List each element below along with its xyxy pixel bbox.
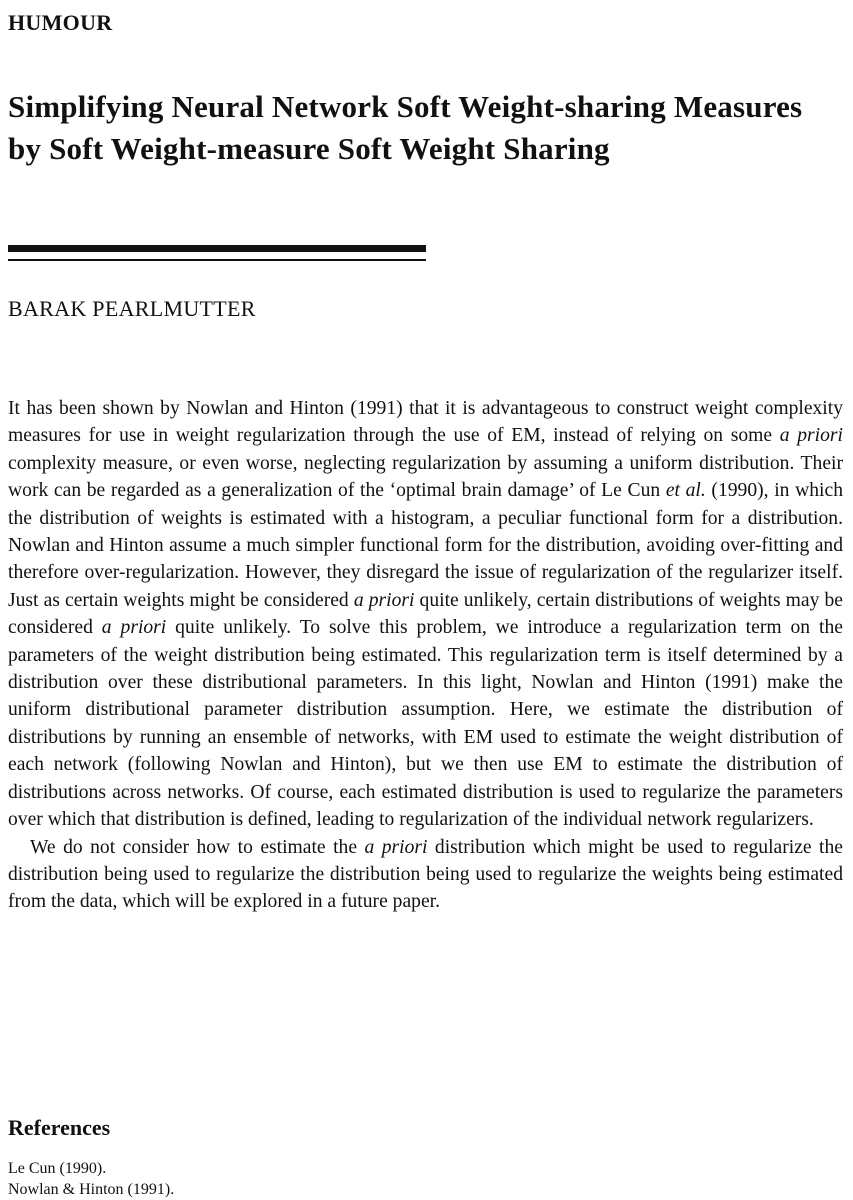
- section-label: HUMOUR: [8, 10, 113, 35]
- body-paragraph-2: We do not consider how to estimate the a priori distribution which might be used to regularize the distribution being used to regularize the distribution being used to regularize the weights being estimated from the data, which will be explored in a future paper.: [8, 836, 843, 913]
- article-title: Simplifying Neural Network Soft Weight-sharing Measures by Soft Weight-measure Soft Weight Sharing: [8, 89, 803, 166]
- reference-item: Le Cun (1990).: [8, 1160, 107, 1177]
- references-list: [8, 1158, 174, 1200]
- article-body: [8, 395, 843, 916]
- title-rule-thick: [8, 245, 426, 252]
- author-name: BARAK PEARLMUTTER: [8, 296, 256, 321]
- references-heading: References: [8, 1115, 111, 1140]
- reference-item: Nowlan & Hinton (1991).: [8, 1181, 175, 1198]
- body-paragraph-1: It has been shown by Nowlan and Hinton (1991) that it is advantageous to construct weight complexity measures for use in weight regularization through the use of EM, instead of relying on some a priori complexity measure, or even worse, neglecting regularization by assuming a uniform distribution. Their work can be regarded as a generalization of the ‘optimal brain damage’ of Le Cun et al. (1990), in which the distribution of weights is estimated with a histogram, a peculiar functional form for a distribution. Nowlan and Hinton assume a much simpler functional form for the distribution, avoiding over-fitting and therefore over-regularization. However, they disregard the issue of regularization of the regularizer itself. Just as certain weights might be considered a priori quite unlikely, certain distributions of weights may be considered a priori quite unlikely. To solve this problem, we introduce a regularization term on the parameters of the weight distribution being estimated. This regularization term is itself determined by a distribution over these distributional parameters. In this light, Nowlan and Hinton (1991) make the uniform distributional parameter distribution assumption. Here, we estimate the distribution of distributions by running an ensemble of networks, with EM used to estimate the weight distribution of each network (following Nowlan and Hinton), but we then use EM to estimate the distribution of distributions across networks. Of course, each estimated distribution is used to regularize the parameters over which that distribution is defined, leading to regularization of the individual network regularizers.: [8, 398, 843, 831]
- title-rule-thin: [8, 259, 426, 261]
